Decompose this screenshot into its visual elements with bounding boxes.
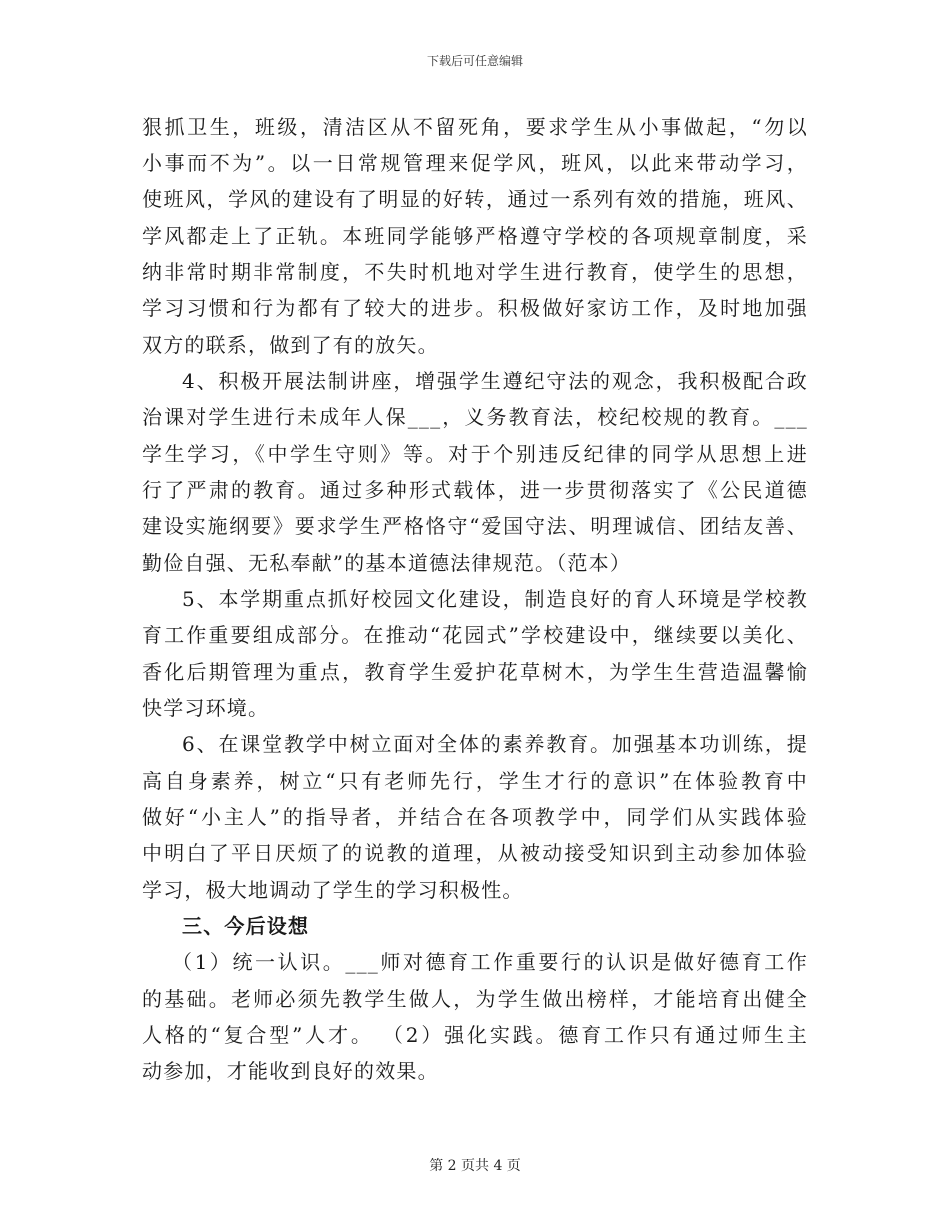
paragraph-line: 学习习惯和行为都有了较大的进步。积极做好家访工作，及时地加强 <box>142 296 808 320</box>
paragraph-line: 治课对学生进行未成年人保___，义务教育法，校纪校规的教育。___ <box>142 405 808 429</box>
paragraph-line: 建设实施纲要》要求学生严格恪守“爱国守法、明理诚信、团结友善、 <box>142 514 808 538</box>
page-number: 第 2 页共 4 页 <box>429 1158 521 1174</box>
paragraph-line: 的基础。老师必须先教学生做人，为学生做出榜样，才能培育出健全 <box>142 987 808 1011</box>
paragraph-line: 双方的联系，做到了有的放矢。 <box>142 333 439 357</box>
paragraph-line: 学习，极大地调动了学生的学习积极性。 <box>142 878 524 902</box>
paragraph-line: 使班风，学风的建设有了明显的好转，通过一系列有效的措施，班风、 <box>142 187 808 211</box>
paragraph-line: 5、本学期重点抓好校园文化建设，制造良好的育人环境是学校教 <box>182 587 808 611</box>
paragraph-line: 高自身素养，树立“只有老师先行，学生才行的意识”在体验教育中 <box>142 769 808 793</box>
paragraph-line: （1）统一认识。___师对德育工作重要行的认识是做好德育工作 <box>172 950 808 974</box>
paragraph-line: 狠抓卫生，班级，清洁区从不留死角，要求学生从小事做起，“勿以 <box>142 115 808 139</box>
paragraph-line: 4、积极开展法制讲座，增强学生遵纪守法的观念，我积极配合政 <box>182 369 808 393</box>
paragraph-line: 育工作重要组成部分。在推动“花园式”学校建设中，继续要以美化、 <box>142 623 808 647</box>
paragraph-line: 小事而不为”。以一日常规管理来促学风，班风，以此来带动学习， <box>142 151 808 175</box>
paragraph-line: 香化后期管理为重点，教育学生爱护花草树木，为学生生营造温馨愉 <box>142 660 808 684</box>
paragraph-line: 纳非常时期非常制度，不失时机地对学生进行教育，使学生的思想， <box>142 260 808 284</box>
paragraph-line: 6、在课堂教学中树立面对全体的素养教育。加强基本功训练，提 <box>182 732 808 756</box>
page-header-note: 下载后可任意编辑 <box>426 54 523 68</box>
paragraph-line: 行了严肃的教育。通过多种形式载体，进一步贯彻落实了《公民道德 <box>142 478 808 502</box>
paragraph-line: 动参加，才能收到良好的效果。 <box>142 1059 439 1083</box>
paragraph-line: 人格的“复合型”人才。 （2）强化实践。德育工作只有通过师生主 <box>142 1023 808 1047</box>
paragraph-line: 勤俭自强、无私奉献”的基本道德法律规范。（范本） <box>142 551 632 575</box>
paragraph-line: 快学习环境。 <box>142 696 270 720</box>
paragraph-line: 中明白了平日厌烦了的说教的道理，从被动接受知识到主动参加体验 <box>142 841 808 865</box>
paragraph-line: 学风都走上了正轨。本班同学能够严格遵守学校的各项规章制度，采 <box>142 224 808 248</box>
section-heading: 三、今后设想 <box>182 914 310 938</box>
paragraph-line: 学生学习，《中学生守则》等。对于个别违反纪律的同学从思想上进 <box>142 442 808 466</box>
paragraph-line: 做好“小主人”的指导者，并结合在各项教学中，同学们从实践体验 <box>142 805 808 829</box>
